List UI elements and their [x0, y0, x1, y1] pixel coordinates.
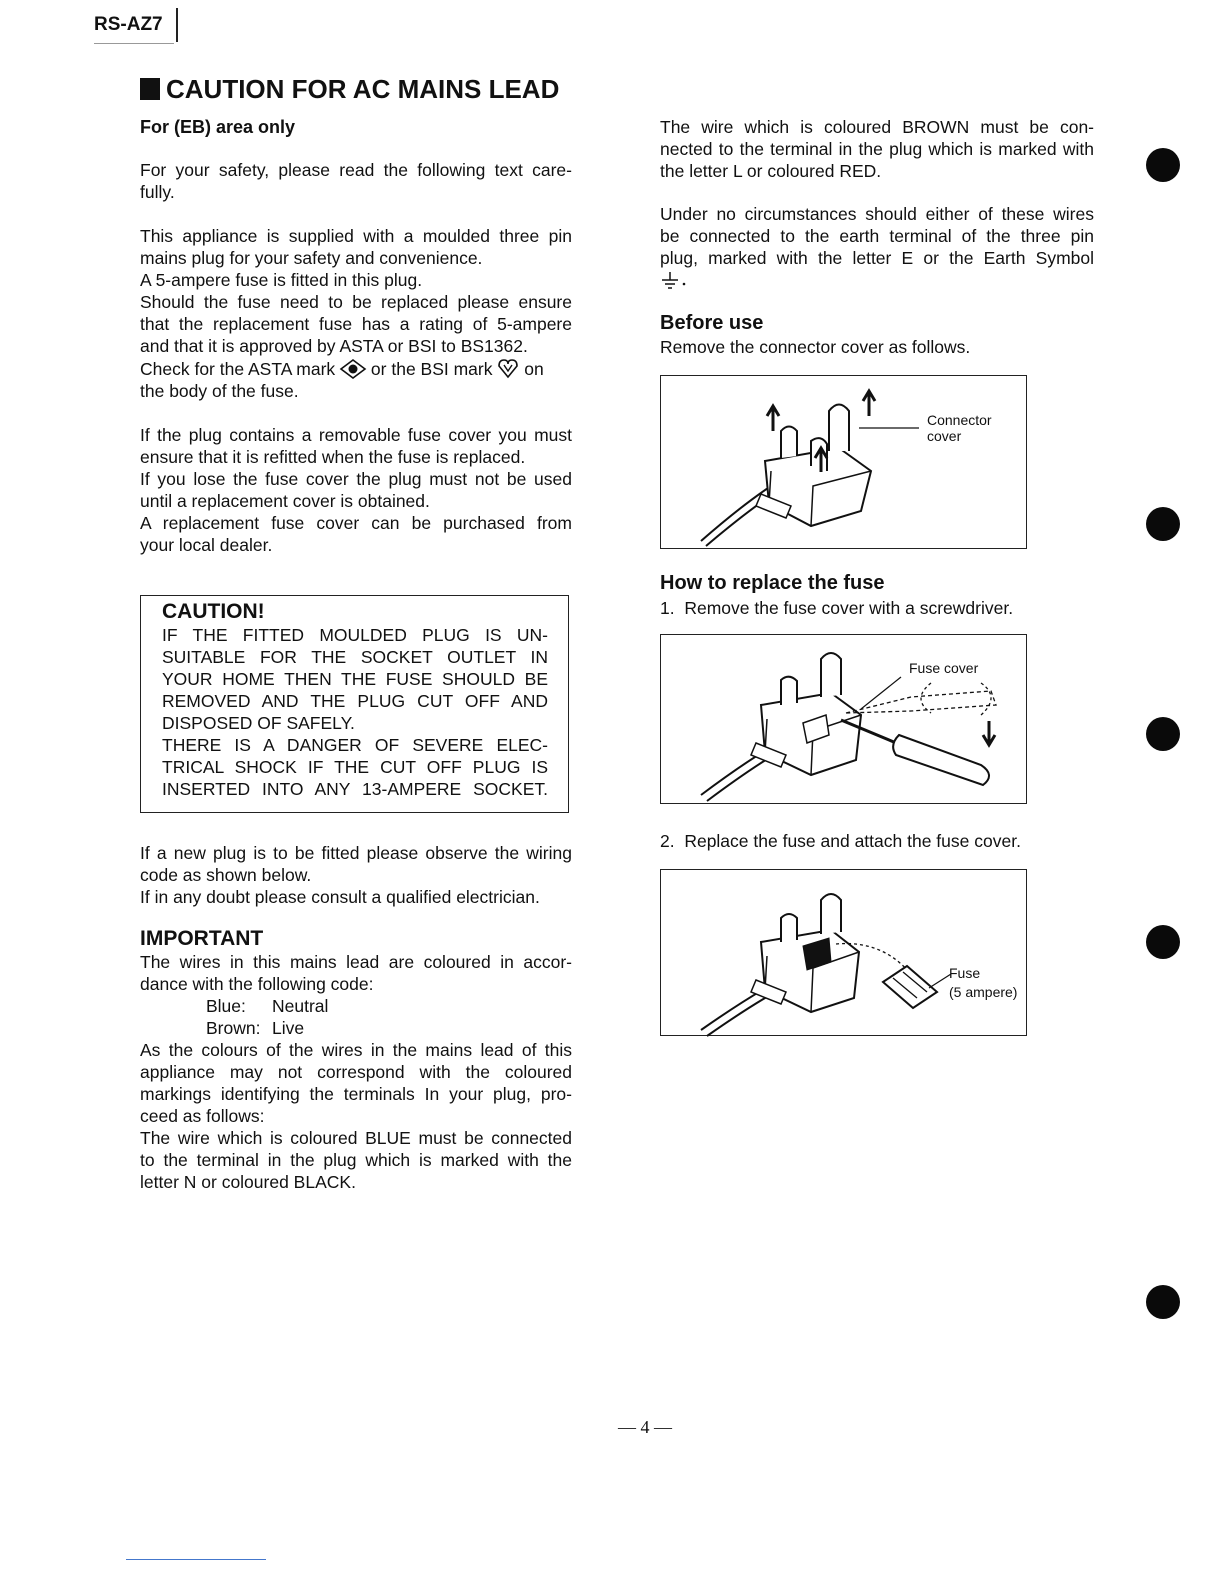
caution-line: INSERTED INTO ANY 13-AMPERE SOCKET. [162, 779, 548, 799]
text-line: This appliance is supplied with a moulded three pin [140, 226, 572, 246]
text-line: If you lose the fuse cover the plug must not be used [140, 469, 572, 489]
check-marks-line [140, 357, 572, 380]
fuse-cover-figure [660, 634, 1027, 804]
supply-paragraph [140, 225, 572, 402]
text-fragment: or the BSI mark [370, 359, 493, 379]
wire-code-blue [140, 995, 572, 1017]
text-line: The wires in this mains lead are coloured in accor- [140, 952, 572, 972]
step-1: 1. Remove the fuse cover with a screwdriver. [660, 598, 1014, 618]
text-line: your local dealer. [140, 535, 273, 555]
text-line: If the plug contains a removable fuse cover you must [140, 425, 572, 445]
new-plug-paragraph [140, 842, 572, 908]
before-use-heading: Before use [660, 312, 764, 334]
page-number: — 4 — [618, 1417, 672, 1437]
step-2: 2. Replace the fuse and attach the fuse cover. [660, 831, 1021, 851]
text-line: markings identifying the terminals In your plug, pro- [140, 1084, 572, 1104]
header-underline [94, 43, 174, 44]
caution-line: TRICAL SHOCK IF THE CUT OFF PLUG IS [162, 757, 548, 777]
caution-box [140, 595, 569, 813]
text-fragment: on [524, 359, 544, 379]
area-note: For (EB) area only [140, 117, 296, 137]
text-line: to the terminal in the plug which is marked with the [140, 1150, 572, 1170]
wire-value: Live [272, 1018, 305, 1038]
fuse-label-1: Fuse [949, 965, 981, 981]
text-line: and that it is approved by ASTA or BSI to BS1362. [140, 336, 528, 356]
wire-value: Neutral [272, 996, 329, 1016]
binder-hole-dot [1146, 717, 1180, 751]
before-use-text: Remove the connector cover as follows. [660, 337, 971, 357]
connector-label-2: cover [927, 428, 962, 444]
brown-wire-paragraph [660, 116, 1094, 182]
text-line: code as shown below. [140, 865, 312, 885]
wire-key: Blue: [206, 996, 246, 1016]
text-line: appliance may not correspond with the coloured [140, 1062, 572, 1082]
binder-hole-dot [1146, 507, 1180, 541]
binder-hole-dot [1146, 1285, 1180, 1319]
text-line: The wire which is coloured BROWN must be con- [660, 117, 1094, 137]
text-line: that the replacement fuse has a rating of 5-ampere [140, 314, 572, 334]
text-line: be connected to the earth terminal of the three pin [660, 226, 1094, 246]
fuse-label-2: (5 ampere) [949, 984, 1018, 1000]
binder-hole-dot [1146, 148, 1180, 182]
model-number: RS-AZ7 [94, 14, 163, 35]
caution-line: THERE IS A DANGER OF SEVERE ELEC- [162, 735, 548, 755]
text-line: If a new plug is to be fitted please observe the wiring [140, 843, 572, 863]
earth-symbol-line [660, 269, 1094, 291]
text-line: letter N or coloured BLACK. [140, 1172, 356, 1192]
text-line: plug, marked with the letter E or the Earth Symbol [660, 248, 1094, 268]
text-line: the body of the fuse. [140, 381, 299, 401]
caution-heading: CAUTION! [162, 600, 265, 623]
page-title-text: CAUTION FOR AC MAINS LEAD [166, 74, 560, 104]
replace-fuse-heading: How to replace the fuse [660, 572, 885, 594]
text-line: dance with the following code: [140, 974, 374, 994]
caution-line: DISPOSED OF SAFELY. [162, 713, 355, 733]
text-line: For your safety, please read the following text care- [140, 160, 572, 180]
square-bullet-icon [140, 78, 160, 100]
bottom-rule [126, 1559, 266, 1560]
text-line: If in any doubt please consult a qualified electrician. [140, 887, 540, 907]
caution-line: SUITABLE FOR THE SOCKET OUTLET IN [162, 647, 548, 667]
caution-line: YOUR HOME THEN THE FUSE SHOULD BE [162, 669, 548, 689]
text-line: ensure that it is refitted when the fuse is replaced. [140, 447, 526, 467]
binder-hole-dot [1146, 925, 1180, 959]
text-line: until a replacement cover is obtained. [140, 491, 430, 511]
fuse-illustration [661, 870, 1028, 1037]
text-line: The wire which is coloured BLUE must be connected [140, 1128, 572, 1148]
earth-paragraph [660, 203, 1094, 291]
header-rule [176, 8, 178, 42]
text-line: Should the fuse need to be replaced please ensure [140, 292, 572, 312]
connector-label-1: Connector [927, 412, 992, 428]
wire-code-brown [140, 1017, 572, 1039]
earth-symbol-icon [660, 270, 686, 290]
text-line: A replacement fuse cover can be purchased from [140, 513, 572, 533]
important-heading: IMPORTANT [140, 927, 264, 950]
bsi-kitemark-icon [497, 357, 519, 379]
connector-cover-figure [660, 375, 1027, 549]
text-line: Under no circumstances should either of these wires [660, 204, 1094, 224]
intro-paragraph [140, 159, 572, 203]
fuse-cover-paragraph [140, 424, 572, 556]
text-fragment: Check for the ASTA mark [140, 359, 336, 379]
text-line: A 5-ampere fuse is fitted in this plug. [140, 270, 423, 290]
asta-mark-icon [340, 359, 366, 379]
fuse-replace-figure [660, 869, 1027, 1036]
text-line: ceed as follows: [140, 1106, 265, 1126]
important-paragraph [140, 951, 572, 1193]
text-line: the letter L or coloured RED. [660, 161, 882, 181]
text-line: mains plug for your safety and convenience. [140, 248, 483, 268]
wire-key: Brown: [206, 1018, 261, 1038]
caution-line: IF THE FITTED MOULDED PLUG IS UN- [162, 625, 548, 645]
page-title [140, 74, 559, 105]
plug-illustration [661, 376, 1028, 550]
text-line: fully. [140, 182, 175, 202]
fuse-cover-label: Fuse cover [909, 660, 979, 676]
caution-line: REMOVED AND THE PLUG CUT OFF AND [162, 691, 548, 711]
text-line: As the colours of the wires in the mains lead of this [140, 1040, 572, 1060]
text-line: nected to the terminal in the plug which is marked with [660, 139, 1094, 159]
